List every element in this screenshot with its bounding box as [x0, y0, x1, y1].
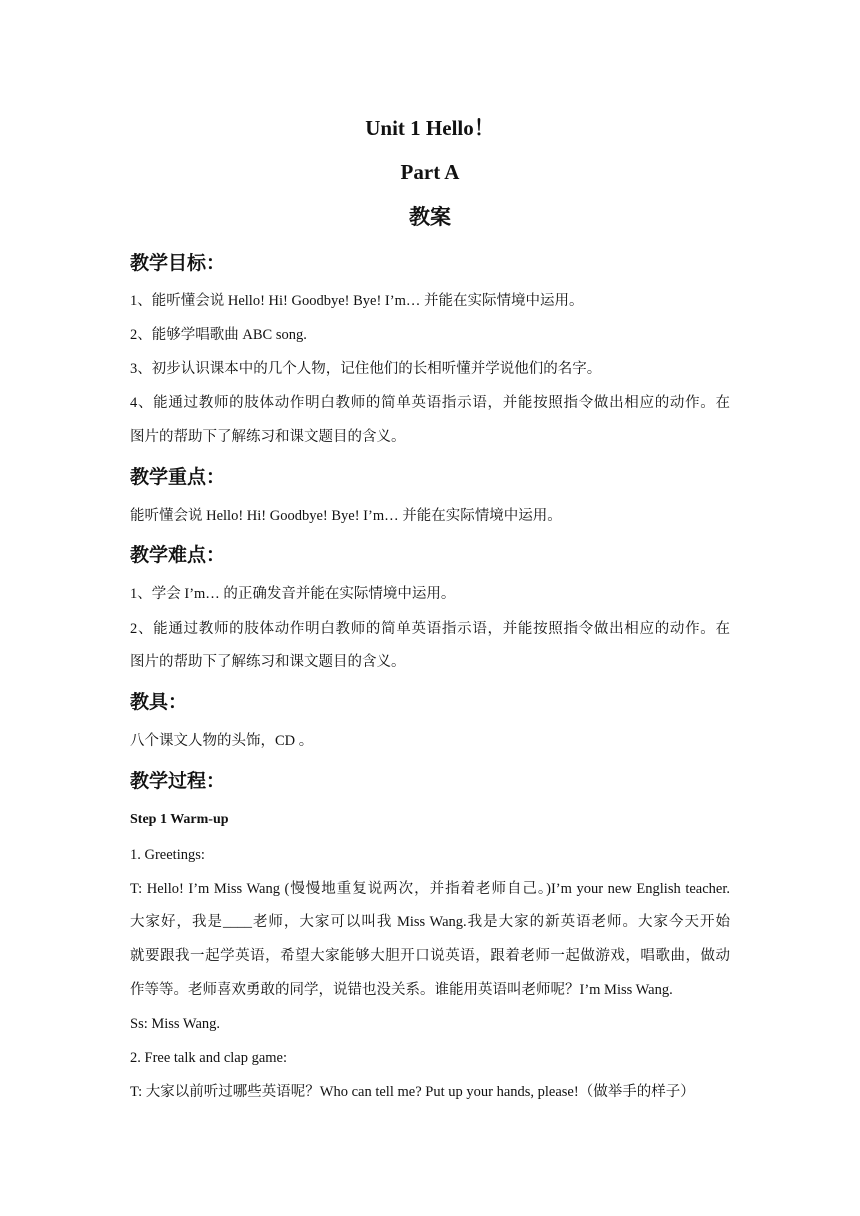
step1-title: Step 1 Warm-up: [130, 812, 229, 827]
objective-item: 4、能通过教师的肢体动作明白教师的简单英语指示语，并能按照指令做出相应的动作。在: [130, 395, 730, 411]
teaching-aids-text: 八个课文人物的头饰，CD 。: [130, 733, 314, 749]
greetings-title: 1. Greetings:: [130, 847, 205, 863]
objective-item-continued: 图片的帮助下了解练习和课文题目的含义。: [130, 429, 406, 445]
greetings-line: 就要跟我一起学英语，希望大家能够大胆开口说英语，跟着老师一起做游戏，唱歌曲，做动: [130, 948, 730, 964]
process-heading: 教学过程：: [130, 770, 226, 792]
objective-item: 2、能够学唱歌曲 ABC song.: [130, 327, 307, 343]
free-talk-title: 2. Free talk and clap game:: [130, 1050, 288, 1066]
objective-item: 1、能听懂会说 Hello! Hi! Goodbye! Bye! I’m… 并能在实际情境中运用。: [130, 293, 584, 309]
difficulties-heading: 教学难点：: [130, 544, 226, 566]
objectives-heading: 教学目标：: [130, 252, 226, 274]
difficulty-item: 1、学会 I’m… 的正确发音并能在实际情境中运用。: [130, 586, 456, 602]
objective-item: 3、初步认识课本中的几个人物，记住他们的长相听懂并学说他们的名字。: [130, 361, 602, 377]
lesson-plan-title: 教案: [409, 205, 451, 229]
key-points-text: 能听懂会说 Hello! Hi! Goodbye! Bye! I’m… 并能在实际情境中运用。: [130, 508, 562, 524]
greetings-line: 大家好，我是____老师，大家可以叫我 Miss Wang.我是大家的新英语老师。大家今天开始: [130, 914, 730, 930]
greetings-line: 作等等。老师喜欢勇敢的同学，说错也没关系。谁能用英语叫老师呢？I’m Miss Wang.: [130, 982, 673, 998]
difficulty-item: 2、能通过教师的肢体动作明白教师的简单英语指示语，并能按照指令做出相应的动作。在: [130, 621, 730, 637]
greetings-line: T: Hello! I’m Miss Wang (慢慢地重复说两次，并指着老师自己。)I’m your new English teacher.: [130, 881, 730, 897]
difficulty-item-continued: 图片的帮助下了解练习和课文题目的含义。: [130, 654, 406, 670]
unit-title: Unit 1 Hello！: [365, 116, 495, 140]
part-title: Part A: [400, 160, 460, 184]
teaching-aids-heading: 教具：: [130, 691, 188, 713]
students-reply: Ss: Miss Wang.: [130, 1016, 221, 1032]
free-talk-line: T: 大家以前听过哪些英语呢？Who can tell me? Put up your hands, please!（做举手的样子）: [130, 1084, 695, 1100]
key-points-heading: 教学重点：: [130, 466, 226, 488]
